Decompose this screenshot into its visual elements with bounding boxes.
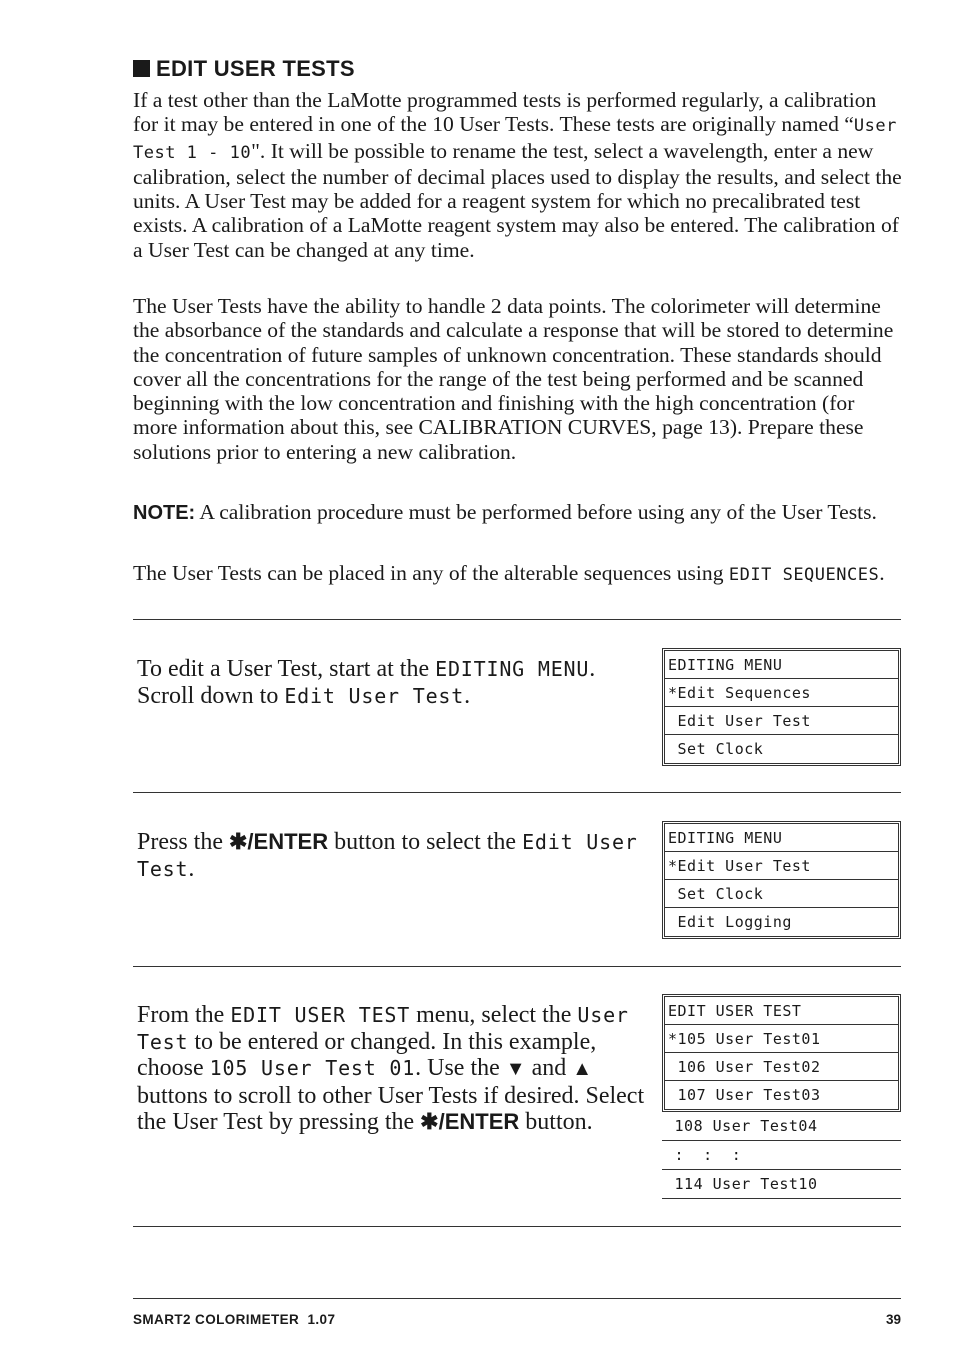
lcd-display-2 <box>662 821 901 939</box>
note-paragraph <box>133 500 903 525</box>
note-text: A calibration procedure must be performed before using any of the User Tests. <box>195 500 877 524</box>
step-2-b: button to select the <box>328 829 523 855</box>
step-3-c: to be entered or changed. In this example, choose <box>137 1028 597 1081</box>
lcd-row: Set Clock <box>668 740 764 758</box>
lcd-row: EDITING MENU <box>665 651 898 679</box>
lcd-row: EDITING MENU <box>665 824 898 852</box>
square-bullet-icon <box>133 60 150 77</box>
lcd-extra-row: : : : <box>662 1141 901 1170</box>
footer-title: SMART2 COLORIMETER 1.07 <box>133 1312 336 1327</box>
note-label: NOTE: <box>133 502 196 524</box>
step-1-b: . Scroll down to <box>137 656 596 709</box>
lcd-screen <box>662 648 901 766</box>
lcd-row: Set Clock <box>665 880 898 908</box>
step-3-b: menu, select the <box>410 1002 578 1028</box>
divider <box>133 619 901 620</box>
step-3-d: . Use the <box>415 1055 506 1081</box>
edit-sequences-mono: EDIT SEQUENCES <box>728 565 880 585</box>
sequences-text-a: The User Tests can be placed in any of the alterable sequences using <box>133 561 729 585</box>
lcd-row: *105 User Test01 <box>665 1025 898 1053</box>
lcd-screen <box>662 994 901 1112</box>
step-3-user-test: User Test <box>137 1003 629 1054</box>
step-3-text <box>137 1002 657 1136</box>
divider <box>133 966 901 967</box>
lcd-row: *Edit User Test <box>665 852 898 880</box>
lcd-row: *Edit Sequences <box>665 679 898 707</box>
user-test-range-mono: User Test 1 - 10 <box>133 116 897 163</box>
lcd-row: EDIT USER TEST <box>665 997 898 1025</box>
step-2-a: Press the <box>137 829 229 855</box>
step-2-text <box>137 829 657 882</box>
divider <box>133 792 901 793</box>
step-3-e: and <box>525 1055 573 1081</box>
step-1-text <box>137 656 657 709</box>
step-3-f: buttons to scroll to other User Tests if desired. Select the User Test by pressing the <box>137 1082 645 1135</box>
lcd-row: 107 User Test03 <box>668 1086 821 1104</box>
data-points-paragraph: The User Tests have the ability to handle 2 data points. The colorimeter will determine the absorbance of the standards and calculate a response that will be stored to determine the concentration of future samples of unknown concentration. These standards should cover all the concentrations for the range of the test being performed and be scanned beginning with the low concentration and finishing with the high concentration (for more information about this, see CALIBRATION CURVES, page 13). Prepare these solutions prior to entering a new calibration. <box>133 294 894 464</box>
lcd-screen <box>662 821 901 939</box>
lcd-display-1 <box>662 648 901 766</box>
divider <box>133 1226 901 1227</box>
enter-button-label: ✱/ENTER <box>229 829 329 854</box>
step-2-edit-user-test: Edit User Test <box>137 830 638 881</box>
sequences-paragraph <box>133 561 903 587</box>
step-1-editing-menu: EDITING MENU <box>435 657 590 681</box>
lcd-row: Edit Logging <box>668 913 792 931</box>
step-3-a: From the <box>137 1002 231 1028</box>
intro-text-b: ". It will be possible to rename the test, select a wavelength, enter a new calibration, select the number of decimal places used to display the results, and select the units. A User Test may be added for a reagent system for which no precalibrated test exists. A calibration of a LaMotte reagent system may also be entered. The calibration of a User Test can be changed at any time. <box>133 138 902 262</box>
lcd-row: 106 User Test02 <box>665 1053 898 1081</box>
step-3-g: button. <box>519 1109 593 1135</box>
step-1-edit-user-test: Edit User Test <box>284 683 465 708</box>
enter-button-label: ✱/ENTER <box>420 1109 520 1134</box>
down-arrow-icon: ▼ <box>505 1058 526 1080</box>
sequences-text-b: . <box>879 561 885 585</box>
intro-text-a: If a test other than the LaMotte programmed tests is performed regularly, a calibration for it may be entered in one of the 10 User Tests. These tests are originally named “ <box>133 88 877 137</box>
intro-paragraph <box>133 88 903 262</box>
footer-divider <box>133 1298 901 1299</box>
step-2-c: . <box>188 855 195 882</box>
step-3-edit-user-test-menu: EDIT USER TEST <box>230 1003 411 1027</box>
lcd-extra-row: 108 User Test04 <box>662 1112 901 1141</box>
up-arrow-icon: ▲ <box>572 1058 593 1080</box>
lcd-extra-row: 114 User Test10 <box>662 1170 901 1199</box>
page-number: 39 <box>885 1312 901 1327</box>
section-heading <box>133 56 355 82</box>
lcd-display-3 <box>662 994 901 1199</box>
step-3-test-01: 105 User Test 01 <box>209 1056 416 1080</box>
step-1-c: . <box>464 682 471 709</box>
section-heading-text: EDIT USER TESTS <box>156 56 355 81</box>
step-1-a: To edit a User Test, start at the <box>137 656 436 682</box>
lcd-row: Edit User Test <box>665 707 898 735</box>
